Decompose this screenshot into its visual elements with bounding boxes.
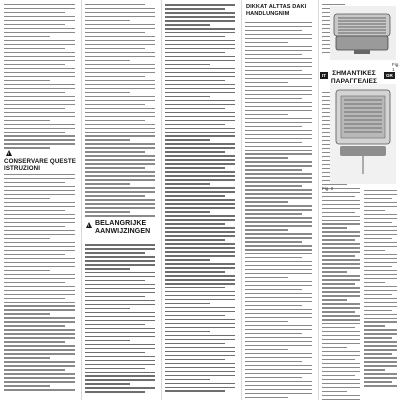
- grill-appliance-illustration: [330, 6, 396, 60]
- grill-plate-illustration: [330, 84, 396, 184]
- page-tag: GR: [386, 73, 393, 78]
- body-text-block: [85, 244, 158, 395]
- body-text-block: [85, 4, 158, 219]
- warning-triangle-icon: [86, 222, 92, 228]
- body-text-block: [245, 22, 315, 400]
- body-text-block: [4, 174, 78, 393]
- figure-caption: Fig. 2: [322, 186, 334, 191]
- body-text-block: [4, 4, 78, 151]
- page-tag: IT: [322, 73, 326, 78]
- body-text-block: [165, 4, 238, 394]
- text-column-dutch: [81, 0, 161, 400]
- text-column-turkish: [161, 0, 241, 400]
- text-column-turkish-2: [241, 0, 318, 400]
- section-heading: DIKKAT ALTTAS DAKI HANDLUNGNIM: [246, 4, 307, 17]
- section-heading: CONSERVARE QUESTE ISTRUZIONI: [4, 158, 76, 172]
- figure-caption: Fig. 1: [392, 62, 400, 72]
- body-text-block: [364, 190, 398, 389]
- warning-triangle-icon: [6, 150, 12, 156]
- section-heading: BELANGRIJKE AANWIJZINGEN: [95, 220, 151, 235]
- section-heading: ΣΗΜΑΝΤΙΚΕΣ ΠΑΡΑΓΓΕΛΙΕΣ: [330, 70, 378, 85]
- text-column-italian: [0, 0, 81, 400]
